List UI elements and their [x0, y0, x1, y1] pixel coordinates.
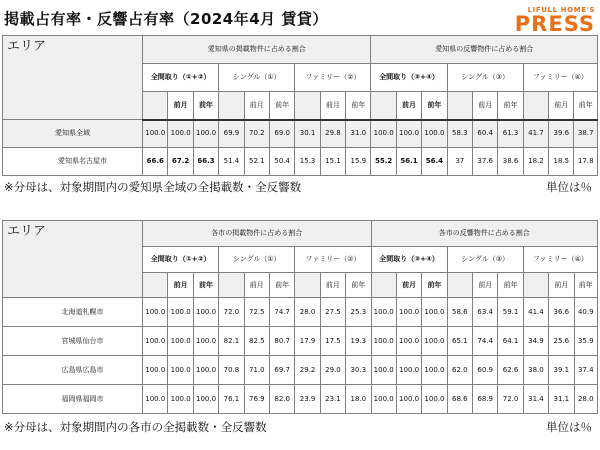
value-cell: 15.1 [320, 148, 345, 176]
value-cell: 100.0 [168, 327, 193, 356]
table-row [3, 298, 598, 327]
value-cell: 66.3 [193, 148, 218, 176]
value-cell: 23.1 [320, 385, 345, 414]
row-name: 福岡県福岡市 [3, 385, 143, 414]
value-cell: 76.1 [219, 385, 244, 414]
value-cell: 100.0 [143, 356, 168, 385]
group-header-inquiry: 愛知県の反響物件に占める割合 [371, 36, 598, 64]
value-cell: 39.1 [549, 356, 574, 385]
col-family-inquiry: ファミリー（④） [523, 247, 597, 273]
sub-current [447, 92, 472, 120]
value-cell: 25.6 [549, 327, 574, 356]
sub-current [523, 273, 548, 298]
sub-prev-month: 前月 [473, 273, 498, 298]
value-cell: 40.9 [574, 298, 598, 327]
sub-prev-year: 前年 [498, 273, 523, 298]
value-cell: 100.0 [168, 120, 193, 148]
value-cell: 66.6 [143, 148, 168, 176]
value-cell: 58.3 [447, 120, 472, 148]
col-all-listing: 全間取り（①+②） [143, 64, 219, 92]
value-cell: 37 [447, 148, 472, 176]
value-cell: 100.0 [396, 356, 421, 385]
value-cell: 31.4 [523, 385, 548, 414]
value-cell: 68.6 [447, 385, 472, 414]
col-all-inquiry: 全間取り（③+④） [371, 247, 447, 273]
value-cell: 100.0 [168, 385, 193, 414]
table-row [3, 148, 598, 176]
value-cell: 39.6 [549, 120, 574, 148]
value-cell: 74.4 [473, 327, 498, 356]
col-all-listing: 全間取り（①+②） [143, 247, 219, 273]
value-cell: 100.0 [396, 120, 421, 148]
table-row [3, 385, 598, 414]
sub-current [219, 273, 244, 298]
value-cell: 100.0 [422, 385, 447, 414]
sub-prev-month: 前月 [244, 92, 269, 120]
value-cell: 15.9 [346, 148, 371, 176]
value-cell: 82.1 [219, 327, 244, 356]
value-cell: 52.1 [244, 148, 269, 176]
col-family-listing: ファミリー（②） [295, 247, 371, 273]
value-cell: 71.0 [244, 356, 269, 385]
value-cell: 100.0 [422, 356, 447, 385]
value-cell: 100.0 [168, 298, 193, 327]
row-name: 愛知県名古屋市 [3, 148, 143, 176]
value-cell: 37.6 [472, 148, 497, 176]
sub-current [295, 273, 320, 298]
value-cell: 31.0 [346, 120, 371, 148]
sub-prev-month: 前月 [396, 92, 421, 120]
value-cell: 100.0 [193, 385, 218, 414]
value-cell: 100.0 [168, 356, 193, 385]
sub-current [143, 92, 168, 120]
value-cell: 27.5 [320, 298, 345, 327]
col-single-listing: シングル（①） [219, 64, 295, 92]
value-cell: 76.9 [244, 385, 269, 414]
value-cell: 29.8 [320, 120, 345, 148]
value-cell: 100.0 [193, 327, 218, 356]
area-header: エリア [3, 36, 143, 120]
value-cell: 72.0 [498, 385, 523, 414]
aichi-share-table [2, 35, 598, 176]
value-cell: 63.4 [473, 298, 498, 327]
group-header-listing: 各市の掲載物件に占める割合 [143, 221, 371, 247]
col-family-listing: ファミリー（②） [295, 64, 371, 92]
col-all-inquiry: 全間取り（③+④） [371, 64, 447, 92]
sub-current [371, 92, 396, 120]
value-cell: 55.2 [371, 148, 396, 176]
sub-prev-year: 前年 [193, 273, 218, 298]
cities-share-table [2, 220, 598, 414]
brand-logo-top: LIFULL HOME'S [527, 6, 595, 14]
value-cell: 50.4 [269, 148, 294, 176]
value-cell: 15.3 [295, 148, 320, 176]
sub-prev-year: 前年 [346, 273, 371, 298]
col-single-listing: シングル（①） [219, 247, 295, 273]
value-cell: 25.3 [346, 298, 371, 327]
value-cell: 37.4 [574, 356, 598, 385]
value-cell: 72.5 [244, 298, 269, 327]
value-cell: 31.1 [549, 385, 574, 414]
value-cell: 100.0 [371, 385, 396, 414]
value-cell: 18.5 [549, 148, 574, 176]
table-row [3, 120, 598, 148]
row-name: 広島県広島市 [3, 356, 143, 385]
value-cell: 69.0 [269, 120, 294, 148]
sub-prev-month: 前月 [396, 273, 421, 298]
value-cell: 74.7 [269, 298, 294, 327]
value-cell: 19.3 [346, 327, 371, 356]
sub-current [143, 273, 168, 298]
table-row [3, 327, 598, 356]
value-cell: 17.5 [320, 327, 345, 356]
value-cell: 17.9 [295, 327, 320, 356]
value-cell: 41.4 [523, 298, 548, 327]
sub-prev-month: 前月 [320, 92, 345, 120]
value-cell: 100.0 [396, 385, 421, 414]
value-cell: 51.4 [219, 148, 244, 176]
value-cell: 18.0 [346, 385, 371, 414]
value-cell: 65.1 [447, 327, 472, 356]
sub-current [523, 92, 548, 120]
value-cell: 100.0 [371, 356, 396, 385]
group-header-inquiry: 各市の反響物件に占める割合 [371, 221, 598, 247]
row-name: 宮城県仙台市 [3, 327, 143, 356]
value-cell: 100.0 [422, 120, 447, 148]
value-cell: 41.7 [523, 120, 548, 148]
value-cell: 56.4 [422, 148, 447, 176]
sub-current [219, 92, 244, 120]
value-cell: 35.9 [574, 327, 598, 356]
value-cell: 69.9 [219, 120, 244, 148]
value-cell: 100.0 [396, 298, 421, 327]
sub-prev-year: 前年 [193, 92, 218, 120]
sub-prev-month: 前月 [320, 273, 345, 298]
table2-note: ※分母は、対象期間内の各市の全掲載数・全反響数 [4, 420, 267, 434]
value-cell: 100.0 [396, 327, 421, 356]
col-single-inquiry: シングル（③） [447, 64, 523, 92]
value-cell: 68.9 [473, 385, 498, 414]
value-cell: 29.0 [320, 356, 345, 385]
area-header: エリア [3, 221, 143, 298]
value-cell: 70.2 [244, 120, 269, 148]
value-cell: 62.6 [498, 356, 523, 385]
value-cell: 69.7 [269, 356, 294, 385]
page-title: 掲載占有率・反響占有率（2024年4月 賃貸） [4, 10, 328, 28]
value-cell: 100.0 [371, 327, 396, 356]
sub-prev-month: 前月 [168, 273, 193, 298]
row-name: 北海道札幌市 [3, 298, 143, 327]
value-cell: 100.0 [193, 298, 218, 327]
value-cell: 62.0 [447, 356, 472, 385]
value-cell: 100.0 [422, 298, 447, 327]
row-name: 愛知県全域 [3, 120, 143, 148]
sub-prev-year: 前年 [574, 273, 598, 298]
sub-prev-month: 前月 [549, 273, 574, 298]
value-cell: 82.0 [269, 385, 294, 414]
value-cell: 100.0 [422, 327, 447, 356]
value-cell: 61.3 [498, 120, 523, 148]
sub-prev-month: 前月 [549, 92, 574, 120]
value-cell: 36.6 [549, 298, 574, 327]
value-cell: 38.6 [498, 148, 523, 176]
value-cell: 72.0 [219, 298, 244, 327]
brand-logo [515, 6, 595, 34]
value-cell: 70.8 [219, 356, 244, 385]
value-cell: 30.1 [295, 120, 320, 148]
sub-prev-year: 前年 [422, 92, 447, 120]
value-cell: 100.0 [143, 298, 168, 327]
value-cell: 58.6 [447, 298, 472, 327]
value-cell: 28.0 [574, 385, 598, 414]
sub-prev-month: 前月 [168, 92, 193, 120]
value-cell: 17.8 [574, 148, 598, 176]
value-cell: 67.2 [168, 148, 193, 176]
table1-unit: 単位は％ [546, 180, 592, 194]
value-cell: 100.0 [193, 356, 218, 385]
sub-prev-year: 前年 [422, 273, 447, 298]
table2-unit: 単位は％ [546, 420, 592, 434]
value-cell: 82.5 [244, 327, 269, 356]
value-cell: 18.2 [523, 148, 548, 176]
value-cell: 23.9 [295, 385, 320, 414]
brand-logo-bottom: PRESS [514, 12, 595, 36]
value-cell: 100.0 [143, 327, 168, 356]
col-single-inquiry: シングル（③） [447, 247, 523, 273]
sub-current [295, 92, 320, 120]
col-family-inquiry: ファミリー（④） [523, 64, 597, 92]
table1-note: ※分母は、対象期間内の愛知県全域の全掲載数・全反響数 [4, 180, 302, 194]
value-cell: 34.9 [523, 327, 548, 356]
sub-prev-year: 前年 [498, 92, 523, 120]
value-cell: 30.3 [346, 356, 371, 385]
value-cell: 100.0 [143, 120, 168, 148]
value-cell: 29.2 [295, 356, 320, 385]
value-cell: 100.0 [143, 385, 168, 414]
value-cell: 100.0 [371, 298, 396, 327]
value-cell: 100.0 [193, 120, 218, 148]
value-cell: 60.9 [473, 356, 498, 385]
value-cell: 64.1 [498, 327, 523, 356]
value-cell: 38.0 [523, 356, 548, 385]
value-cell: 56.1 [396, 148, 421, 176]
value-cell: 59.1 [498, 298, 523, 327]
sub-prev-year: 前年 [346, 92, 371, 120]
value-cell: 80.7 [269, 327, 294, 356]
sub-prev-year: 前年 [269, 92, 294, 120]
table-row [3, 356, 598, 385]
value-cell: 28.0 [295, 298, 320, 327]
value-cell: 100.0 [371, 120, 396, 148]
group-header-listing: 愛知県の掲載物件に占める割合 [143, 36, 371, 64]
value-cell: 38.7 [574, 120, 598, 148]
sub-prev-month: 前月 [244, 273, 269, 298]
sub-prev-month: 前月 [472, 92, 497, 120]
sub-current [447, 273, 472, 298]
sub-prev-year: 前年 [269, 273, 294, 298]
sub-current [371, 273, 396, 298]
value-cell: 60.4 [472, 120, 497, 148]
sub-prev-year: 前年 [574, 92, 598, 120]
